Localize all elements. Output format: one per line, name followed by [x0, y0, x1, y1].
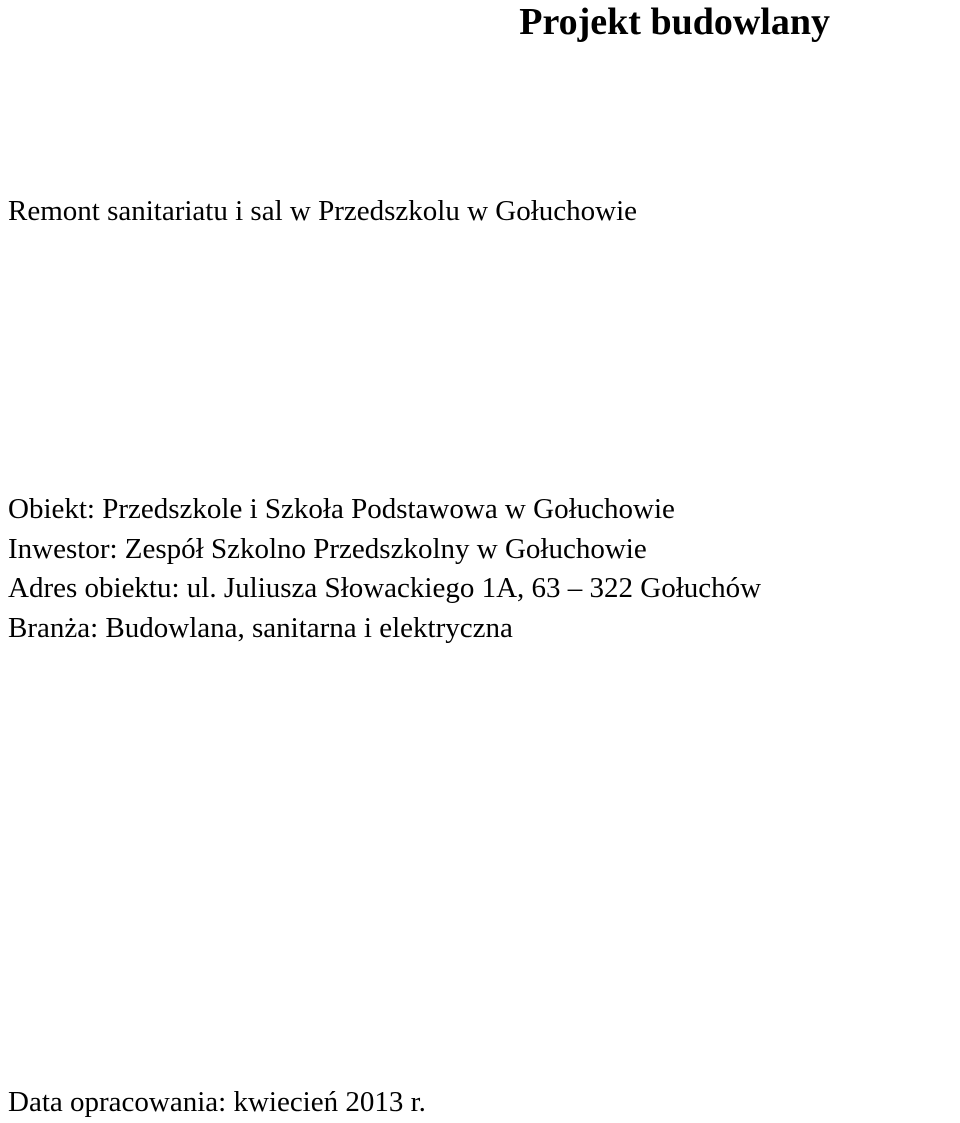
project-details [8, 490, 761, 648]
project-subject: Remont sanitariatu i sal w Przedszkolu w Gołuchowie [8, 195, 638, 227]
detail-investor: Inwestor: Zespół Szkolno Przedszkolny w Gołuchowie [8, 532, 647, 565]
detail-branch: Branża: Budowlana, sanitarna i elektryczna [8, 611, 513, 644]
document-title: Projekt budowlany [519, 1, 830, 43]
detail-address: Adres obiektu: ul. Juliusza Słowackiego 1A, 63 – 322 Gołuchów [8, 572, 762, 604]
preparation-date: Data opracowania: kwiecień 2013 r. [8, 1086, 426, 1118]
detail-object: Obiekt: Przedszkole i Szkoła Podstawowa w Gołuchowie [8, 493, 675, 525]
